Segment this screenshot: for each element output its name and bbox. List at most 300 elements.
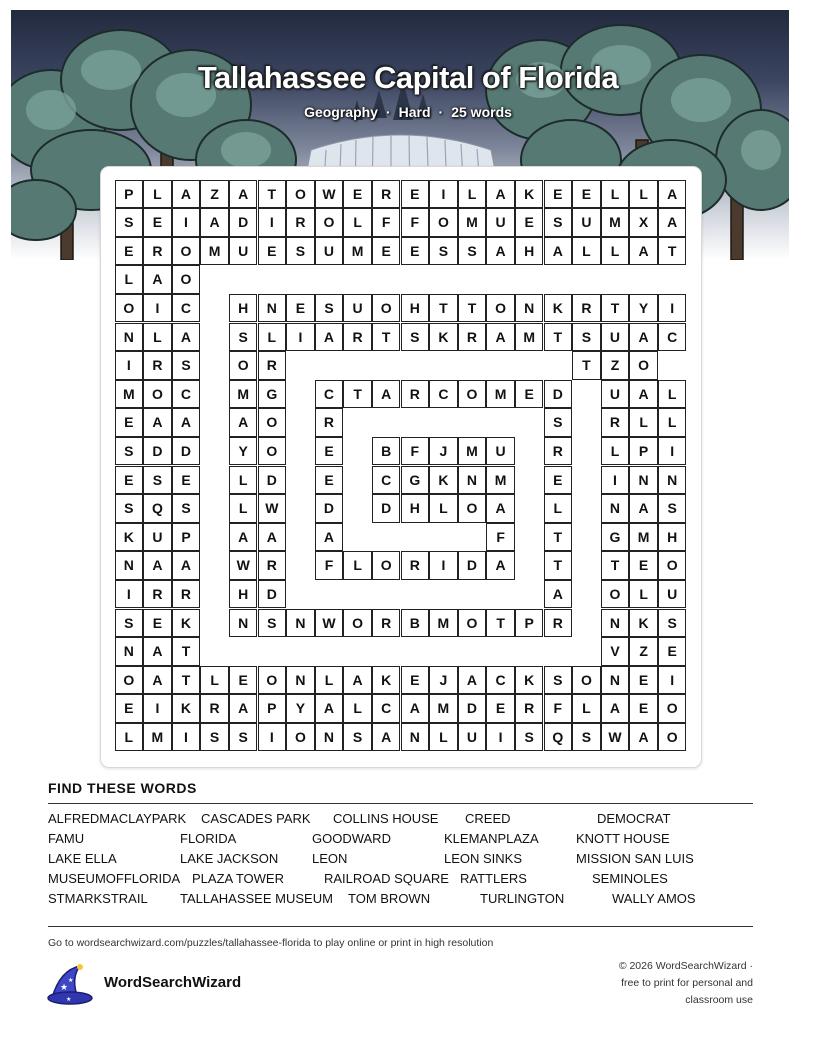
grid-cell[interactable]: W (601, 723, 630, 752)
grid-cell[interactable]: R (143, 237, 172, 266)
grid-cell[interactable]: D (544, 380, 573, 409)
grid-cell[interactable]: E (629, 666, 658, 695)
grid-cell[interactable]: L (229, 466, 258, 495)
grid-cell[interactable]: A (143, 666, 172, 695)
grid-cell[interactable]: L (572, 237, 601, 266)
grid-cell[interactable]: E (515, 380, 544, 409)
grid-cell[interactable]: A (629, 494, 658, 523)
grid-cell[interactable]: D (258, 580, 287, 609)
grid-cell[interactable]: L (115, 723, 144, 752)
grid-cell[interactable]: E (629, 694, 658, 723)
grid-cell[interactable]: F (486, 523, 515, 552)
grid-cell[interactable]: A (143, 551, 172, 580)
grid-cell[interactable]: N (601, 609, 630, 638)
grid-cell[interactable]: T (372, 323, 401, 352)
grid-cell[interactable]: L (458, 180, 487, 209)
grid-cell[interactable]: K (515, 666, 544, 695)
grid-cell[interactable]: T (544, 551, 573, 580)
grid-cell[interactable]: L (601, 237, 630, 266)
grid-cell[interactable]: C (429, 380, 458, 409)
grid-cell[interactable]: N (115, 637, 144, 666)
grid-cell[interactable]: A (401, 694, 430, 723)
grid-cell[interactable]: E (372, 237, 401, 266)
grid-cell[interactable]: A (544, 580, 573, 609)
grid-cell[interactable]: A (658, 180, 687, 209)
grid-cell[interactable]: H (515, 237, 544, 266)
grid-cell[interactable]: E (143, 609, 172, 638)
grid-cell[interactable]: R (515, 694, 544, 723)
grid-cell[interactable]: O (172, 265, 201, 294)
grid-cell[interactable]: M (229, 380, 258, 409)
grid-cell[interactable]: A (372, 723, 401, 752)
grid-cell[interactable]: R (572, 294, 601, 323)
grid-cell[interactable]: N (515, 294, 544, 323)
grid-cell[interactable]: E (115, 466, 144, 495)
grid-cell[interactable]: I (258, 208, 287, 237)
grid-cell[interactable]: R (343, 323, 372, 352)
grid-cell[interactable]: M (486, 380, 515, 409)
grid-cell[interactable]: P (515, 609, 544, 638)
grid-cell[interactable]: A (258, 523, 287, 552)
grid-cell[interactable]: S (343, 723, 372, 752)
grid-cell[interactable]: M (458, 208, 487, 237)
grid-cell[interactable]: O (486, 294, 515, 323)
grid-cell[interactable]: U (572, 208, 601, 237)
grid-cell[interactable]: E (315, 437, 344, 466)
grid-cell[interactable]: M (343, 237, 372, 266)
grid-cell[interactable]: T (458, 294, 487, 323)
grid-cell[interactable]: A (200, 208, 229, 237)
grid-cell[interactable]: X (629, 208, 658, 237)
grid-cell[interactable]: B (401, 609, 430, 638)
grid-cell[interactable]: S (258, 609, 287, 638)
grid-cell[interactable]: K (372, 666, 401, 695)
grid-cell[interactable]: O (458, 380, 487, 409)
grid-cell[interactable]: R (143, 580, 172, 609)
grid-cell[interactable]: E (115, 237, 144, 266)
grid-cell[interactable]: L (200, 666, 229, 695)
grid-cell[interactable]: K (544, 294, 573, 323)
grid-cell[interactable]: S (315, 294, 344, 323)
grid-cell[interactable]: N (229, 609, 258, 638)
grid-cell[interactable]: A (315, 523, 344, 552)
grid-cell[interactable]: R (601, 408, 630, 437)
grid-cell[interactable]: G (401, 466, 430, 495)
grid-cell[interactable]: O (115, 294, 144, 323)
grid-cell[interactable]: E (115, 694, 144, 723)
grid-cell[interactable]: D (458, 551, 487, 580)
grid-cell[interactable]: M (458, 437, 487, 466)
grid-cell[interactable]: L (572, 694, 601, 723)
grid-cell[interactable]: F (401, 208, 430, 237)
grid-cell[interactable]: N (601, 494, 630, 523)
grid-cell[interactable]: E (572, 180, 601, 209)
grid-cell[interactable]: M (115, 380, 144, 409)
grid-cell[interactable]: L (429, 723, 458, 752)
grid-cell[interactable]: Y (629, 294, 658, 323)
grid-cell[interactable]: P (115, 180, 144, 209)
grid-cell[interactable]: O (658, 551, 687, 580)
grid-cell[interactable]: I (658, 437, 687, 466)
grid-cell[interactable]: C (372, 694, 401, 723)
grid-cell[interactable]: E (229, 666, 258, 695)
grid-cell[interactable]: J (429, 666, 458, 695)
grid-cell[interactable]: D (372, 494, 401, 523)
grid-cell[interactable]: H (658, 523, 687, 552)
grid-cell[interactable]: F (315, 551, 344, 580)
grid-cell[interactable]: H (401, 494, 430, 523)
grid-cell[interactable]: E (115, 408, 144, 437)
grid-cell[interactable]: O (372, 294, 401, 323)
grid-cell[interactable]: M (601, 208, 630, 237)
grid-cell[interactable]: E (401, 180, 430, 209)
grid-cell[interactable]: A (486, 237, 515, 266)
grid-cell[interactable]: A (486, 180, 515, 209)
grid-cell[interactable]: E (544, 466, 573, 495)
grid-cell[interactable]: A (315, 694, 344, 723)
grid-cell[interactable]: Q (143, 494, 172, 523)
grid-cell[interactable]: M (429, 694, 458, 723)
grid-cell[interactable]: M (143, 723, 172, 752)
grid-cell[interactable]: A (629, 380, 658, 409)
grid-cell[interactable]: R (458, 323, 487, 352)
grid-cell[interactable]: W (229, 551, 258, 580)
grid-cell[interactable]: E (658, 637, 687, 666)
grid-cell[interactable]: O (286, 723, 315, 752)
grid-cell[interactable]: N (601, 666, 630, 695)
grid-cell[interactable]: H (401, 294, 430, 323)
grid-cell[interactable]: L (629, 180, 658, 209)
grid-cell[interactable]: N (458, 466, 487, 495)
grid-cell[interactable]: T (601, 294, 630, 323)
grid-cell[interactable]: F (372, 208, 401, 237)
grid-cell[interactable]: I (143, 294, 172, 323)
grid-cell[interactable]: S (286, 237, 315, 266)
grid-cell[interactable]: O (229, 351, 258, 380)
grid-cell[interactable]: S (544, 408, 573, 437)
grid-cell[interactable]: E (544, 180, 573, 209)
grid-cell[interactable]: E (629, 551, 658, 580)
grid-cell[interactable]: I (258, 723, 287, 752)
grid-cell[interactable]: T (544, 523, 573, 552)
grid-cell[interactable]: O (429, 208, 458, 237)
grid-cell[interactable]: Y (229, 437, 258, 466)
grid-cell[interactable]: S (143, 466, 172, 495)
grid-cell[interactable]: A (172, 323, 201, 352)
grid-cell[interactable]: W (315, 609, 344, 638)
grid-cell[interactable]: H (229, 580, 258, 609)
grid-cell[interactable]: N (629, 466, 658, 495)
grid-cell[interactable]: A (172, 408, 201, 437)
grid-cell[interactable]: S (172, 494, 201, 523)
grid-cell[interactable]: T (601, 551, 630, 580)
grid-cell[interactable]: A (229, 694, 258, 723)
grid-cell[interactable]: I (658, 294, 687, 323)
grid-cell[interactable]: A (229, 180, 258, 209)
grid-cell[interactable]: A (458, 666, 487, 695)
grid-cell[interactable]: A (486, 494, 515, 523)
grid-cell[interactable]: O (258, 666, 287, 695)
grid-cell[interactable]: Z (629, 637, 658, 666)
grid-cell[interactable]: I (286, 323, 315, 352)
grid-cell[interactable]: W (315, 180, 344, 209)
grid-cell[interactable]: P (258, 694, 287, 723)
grid-cell[interactable]: G (601, 523, 630, 552)
grid-cell[interactable]: O (258, 437, 287, 466)
grid-cell[interactable]: A (315, 323, 344, 352)
grid-cell[interactable]: E (143, 208, 172, 237)
grid-cell[interactable]: A (629, 237, 658, 266)
grid-cell[interactable]: C (172, 294, 201, 323)
grid-cell[interactable]: U (601, 323, 630, 352)
grid-cell[interactable]: I (429, 551, 458, 580)
grid-cell[interactable]: Y (286, 694, 315, 723)
grid-cell[interactable]: T (658, 237, 687, 266)
grid-cell[interactable]: D (458, 694, 487, 723)
grid-cell[interactable]: O (258, 408, 287, 437)
grid-cell[interactable]: R (258, 351, 287, 380)
grid-cell[interactable]: K (115, 523, 144, 552)
grid-cell[interactable]: A (544, 237, 573, 266)
grid-cell[interactable]: S (115, 437, 144, 466)
grid-cell[interactable]: R (544, 437, 573, 466)
grid-cell[interactable]: A (143, 265, 172, 294)
grid-cell[interactable]: S (172, 351, 201, 380)
grid-cell[interactable]: N (401, 723, 430, 752)
grid-cell[interactable]: I (143, 694, 172, 723)
grid-cell[interactable]: K (172, 694, 201, 723)
grid-cell[interactable]: O (343, 609, 372, 638)
grid-cell[interactable]: A (172, 551, 201, 580)
grid-cell[interactable]: R (372, 180, 401, 209)
grid-cell[interactable]: E (286, 294, 315, 323)
grid-cell[interactable]: L (343, 208, 372, 237)
grid-cell[interactable]: S (401, 323, 430, 352)
grid-cell[interactable]: A (629, 723, 658, 752)
grid-cell[interactable]: K (515, 180, 544, 209)
grid-cell[interactable]: T (544, 323, 573, 352)
grid-cell[interactable]: R (401, 551, 430, 580)
grid-cell[interactable]: L (629, 408, 658, 437)
grid-cell[interactable]: S (658, 494, 687, 523)
grid-cell[interactable]: T (172, 637, 201, 666)
grid-cell[interactable]: M (200, 237, 229, 266)
grid-cell[interactable]: R (143, 351, 172, 380)
grid-cell[interactable]: E (343, 180, 372, 209)
grid-cell[interactable]: A (343, 666, 372, 695)
grid-cell[interactable]: A (172, 180, 201, 209)
grid-cell[interactable]: U (315, 237, 344, 266)
grid-cell[interactable]: L (658, 408, 687, 437)
grid-cell[interactable]: Q (544, 723, 573, 752)
grid-cell[interactable]: T (572, 351, 601, 380)
grid-cell[interactable]: U (486, 208, 515, 237)
grid-cell[interactable]: E (172, 466, 201, 495)
grid-cell[interactable]: D (172, 437, 201, 466)
grid-cell[interactable]: A (143, 637, 172, 666)
grid-cell[interactable]: R (401, 380, 430, 409)
grid-cell[interactable]: N (115, 323, 144, 352)
grid-cell[interactable]: T (486, 609, 515, 638)
grid-cell[interactable]: S (229, 723, 258, 752)
grid-cell[interactable]: B (372, 437, 401, 466)
grid-cell[interactable]: A (229, 523, 258, 552)
grid-cell[interactable]: N (286, 666, 315, 695)
grid-cell[interactable]: O (658, 723, 687, 752)
grid-cell[interactable]: R (544, 609, 573, 638)
grid-cell[interactable]: C (172, 380, 201, 409)
grid-cell[interactable]: L (258, 323, 287, 352)
grid-cell[interactable]: S (572, 323, 601, 352)
grid-cell[interactable]: O (115, 666, 144, 695)
grid-cell[interactable]: S (515, 723, 544, 752)
grid-cell[interactable]: O (458, 609, 487, 638)
grid-cell[interactable]: Z (601, 351, 630, 380)
grid-cell[interactable]: V (601, 637, 630, 666)
grid-cell[interactable]: O (658, 694, 687, 723)
grid-cell[interactable]: S (572, 723, 601, 752)
grid-cell[interactable]: A (658, 208, 687, 237)
grid-cell[interactable]: M (429, 609, 458, 638)
grid-cell[interactable]: I (429, 180, 458, 209)
grid-cell[interactable]: L (315, 666, 344, 695)
grid-cell[interactable]: R (315, 408, 344, 437)
grid-cell[interactable]: S (658, 609, 687, 638)
grid-cell[interactable]: L (629, 580, 658, 609)
grid-cell[interactable]: R (172, 580, 201, 609)
grid-cell[interactable]: R (372, 609, 401, 638)
grid-cell[interactable]: C (372, 466, 401, 495)
grid-cell[interactable]: A (486, 551, 515, 580)
grid-cell[interactable]: T (343, 380, 372, 409)
grid-cell[interactable]: K (629, 609, 658, 638)
grid-cell[interactable]: N (286, 609, 315, 638)
grid-cell[interactable]: P (629, 437, 658, 466)
grid-cell[interactable]: S (458, 237, 487, 266)
grid-cell[interactable]: U (343, 294, 372, 323)
grid-cell[interactable]: L (601, 437, 630, 466)
grid-cell[interactable]: N (315, 723, 344, 752)
grid-cell[interactable]: A (372, 380, 401, 409)
grid-cell[interactable]: A (601, 694, 630, 723)
grid-cell[interactable]: N (115, 551, 144, 580)
grid-cell[interactable]: P (172, 523, 201, 552)
grid-cell[interactable]: L (229, 494, 258, 523)
grid-cell[interactable]: E (486, 694, 515, 723)
grid-cell[interactable]: S (229, 323, 258, 352)
grid-cell[interactable]: S (115, 494, 144, 523)
grid-cell[interactable]: I (601, 466, 630, 495)
grid-cell[interactable]: C (315, 380, 344, 409)
grid-cell[interactable]: I (115, 351, 144, 380)
grid-cell[interactable]: I (486, 723, 515, 752)
grid-cell[interactable]: Z (200, 180, 229, 209)
grid-cell[interactable]: L (143, 323, 172, 352)
grid-cell[interactable]: O (143, 380, 172, 409)
grid-cell[interactable]: L (143, 180, 172, 209)
grid-cell[interactable]: S (115, 609, 144, 638)
grid-cell[interactable]: D (229, 208, 258, 237)
grid-cell[interactable]: L (343, 551, 372, 580)
grid-cell[interactable]: D (258, 466, 287, 495)
grid-cell[interactable]: L (115, 265, 144, 294)
grid-cell[interactable]: D (315, 494, 344, 523)
grid-cell[interactable]: F (401, 437, 430, 466)
grid-cell[interactable]: O (458, 494, 487, 523)
grid-cell[interactable]: U (143, 523, 172, 552)
grid-cell[interactable]: S (544, 666, 573, 695)
grid-cell[interactable]: C (658, 323, 687, 352)
grid-cell[interactable]: U (229, 237, 258, 266)
grid-cell[interactable]: U (601, 380, 630, 409)
grid-cell[interactable]: L (601, 180, 630, 209)
grid-cell[interactable]: U (458, 723, 487, 752)
grid-cell[interactable]: O (629, 351, 658, 380)
grid-cell[interactable]: F (544, 694, 573, 723)
grid-cell[interactable]: O (172, 237, 201, 266)
grid-cell[interactable]: J (429, 437, 458, 466)
grid-cell[interactable]: E (401, 666, 430, 695)
grid-cell[interactable]: R (258, 551, 287, 580)
grid-cell[interactable]: I (172, 208, 201, 237)
grid-cell[interactable]: T (258, 180, 287, 209)
grid-cell[interactable]: A (143, 408, 172, 437)
grid-cell[interactable]: O (601, 580, 630, 609)
grid-cell[interactable]: M (629, 523, 658, 552)
grid-cell[interactable]: R (200, 694, 229, 723)
grid-cell[interactable]: A (629, 323, 658, 352)
grid-cell[interactable]: S (429, 237, 458, 266)
grid-cell[interactable]: I (172, 723, 201, 752)
grid-cell[interactable]: O (372, 551, 401, 580)
grid-cell[interactable]: S (115, 208, 144, 237)
grid-cell[interactable]: M (486, 466, 515, 495)
grid-cell[interactable]: T (172, 666, 201, 695)
grid-cell[interactable]: L (658, 380, 687, 409)
grid-cell[interactable]: M (515, 323, 544, 352)
grid-cell[interactable]: W (258, 494, 287, 523)
grid-cell[interactable]: G (258, 380, 287, 409)
grid-cell[interactable]: I (115, 580, 144, 609)
grid-cell[interactable]: O (286, 180, 315, 209)
grid-cell[interactable]: N (658, 466, 687, 495)
grid-cell[interactable]: E (515, 208, 544, 237)
grid-cell[interactable]: O (572, 666, 601, 695)
grid-cell[interactable]: L (544, 494, 573, 523)
grid-cell[interactable]: C (486, 666, 515, 695)
grid-cell[interactable]: E (401, 237, 430, 266)
grid-cell[interactable]: L (429, 494, 458, 523)
grid-cell[interactable]: U (658, 580, 687, 609)
grid-cell[interactable]: T (429, 294, 458, 323)
grid-cell[interactable]: H (229, 294, 258, 323)
grid-cell[interactable]: D (143, 437, 172, 466)
grid-cell[interactable]: S (200, 723, 229, 752)
grid-cell[interactable]: O (315, 208, 344, 237)
grid-cell[interactable]: K (172, 609, 201, 638)
grid-cell[interactable]: K (429, 323, 458, 352)
grid-cell[interactable]: U (486, 437, 515, 466)
grid-cell[interactable]: K (429, 466, 458, 495)
grid-cell[interactable]: E (315, 466, 344, 495)
grid-cell[interactable]: N (258, 294, 287, 323)
grid-cell[interactable]: I (658, 666, 687, 695)
grid-cell[interactable]: R (286, 208, 315, 237)
grid-cell[interactable]: A (486, 323, 515, 352)
grid-cell[interactable]: S (544, 208, 573, 237)
grid-cell[interactable]: A (229, 408, 258, 437)
grid-cell[interactable]: L (343, 694, 372, 723)
